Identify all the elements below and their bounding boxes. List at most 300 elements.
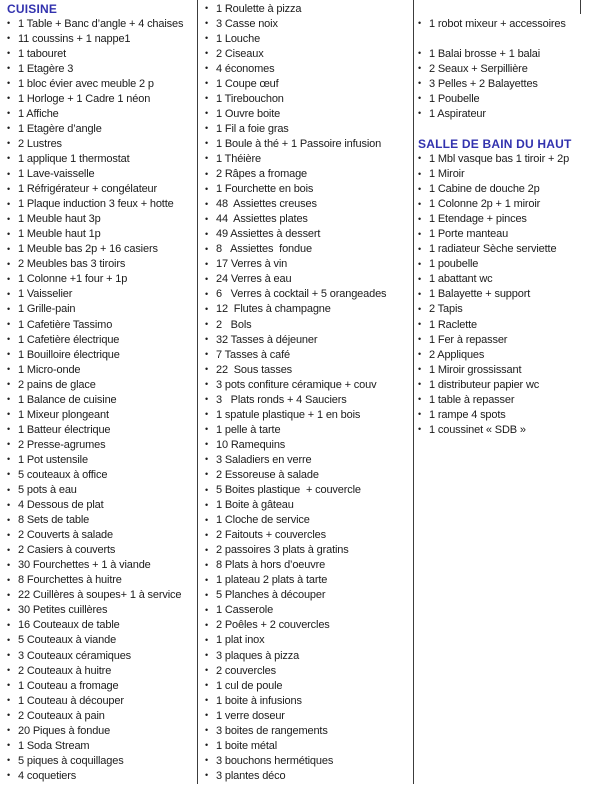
- bullet-icon: •: [205, 18, 209, 29]
- bullet-icon: •: [7, 93, 11, 104]
- bullet-icon: •: [7, 48, 11, 59]
- list-item: [205, 16, 411, 31]
- item-text: 1 Etagère d’angle: [18, 122, 102, 135]
- list-item: [205, 121, 411, 136]
- bullet-icon: •: [418, 424, 422, 435]
- list-item: [7, 543, 196, 558]
- bullet-icon: •: [205, 574, 209, 585]
- list-item: [418, 46, 588, 61]
- bullet-icon: •: [7, 514, 11, 525]
- bullet-icon: •: [418, 288, 422, 299]
- item-text: 1 rampe 4 spots: [429, 408, 506, 421]
- item-text: 5 Planches à découper: [216, 589, 326, 602]
- bullet-icon: •: [418, 108, 422, 119]
- bullet-icon: •: [205, 604, 209, 615]
- list-item: [205, 618, 411, 633]
- bullet-icon: •: [7, 529, 11, 540]
- bullet-icon: •: [205, 695, 209, 706]
- list-item: [205, 197, 411, 212]
- bullet-icon: •: [205, 755, 209, 766]
- bullet-icon: •: [205, 710, 209, 721]
- bullet-icon: •: [418, 48, 422, 59]
- list-item: [7, 768, 196, 783]
- list-item: [205, 467, 411, 482]
- item-text: 16 Couteaux de table: [18, 619, 120, 632]
- list-item: [7, 648, 196, 663]
- bullet-icon: •: [7, 755, 11, 766]
- bullet-icon: •: [205, 364, 209, 375]
- bullet-icon: •: [7, 665, 11, 676]
- inventory-column-bathroom: [418, 1, 588, 437]
- bullet-icon: •: [7, 349, 11, 360]
- list-item: [205, 106, 411, 121]
- list-item: [205, 46, 411, 61]
- item-text: 3 plantes déco: [216, 769, 286, 782]
- list-item: [7, 91, 196, 106]
- bullet-icon: •: [205, 394, 209, 405]
- bullet-icon: •: [418, 409, 422, 420]
- list-item: [7, 212, 196, 227]
- item-text: 1 Horloge + 1 Cadre 1 néon: [18, 92, 151, 105]
- bullet-icon: •: [7, 228, 11, 239]
- bullet-icon: •: [205, 349, 209, 360]
- list-item: [205, 287, 411, 302]
- bullet-icon: •: [205, 514, 209, 525]
- item-text: 1 Cafetière Tassimo: [18, 318, 113, 331]
- item-text: 1 pelle à tarte: [216, 423, 281, 436]
- item-text: 8 Sets de table: [18, 514, 90, 527]
- list-item: [418, 392, 588, 407]
- item-text: 1 bloc évier avec meuble 2 p: [18, 77, 154, 90]
- list-item: [418, 227, 588, 242]
- item-text: 2 Presse-agrumes: [18, 438, 106, 451]
- list-item: [418, 362, 588, 377]
- item-text: 1 Miroir grossissant: [429, 363, 522, 376]
- list-item: [205, 558, 411, 573]
- bullet-icon: •: [7, 198, 11, 209]
- item-text: 1 Meuble haut 1p: [18, 228, 101, 241]
- item-text: 1 Boule à thé + 1 Passoire infusion: [216, 137, 382, 150]
- item-text: 30 Fourchettes + 1 à viande: [18, 559, 151, 572]
- bullet-icon: •: [205, 680, 209, 691]
- list-item: [7, 753, 196, 768]
- item-text: 1 distributeur papier wc: [429, 378, 540, 391]
- item-text: 5 Couteaux à viande: [18, 634, 117, 647]
- bullet-icon: •: [205, 650, 209, 661]
- bullet-icon: •: [418, 303, 422, 314]
- list-item: [205, 678, 411, 693]
- list-item: [7, 61, 196, 76]
- bullet-icon: •: [205, 78, 209, 89]
- bullet-icon: •: [205, 93, 209, 104]
- item-text: 1 Miroir: [429, 168, 465, 181]
- list-item: [418, 16, 588, 31]
- bullet-icon: •: [7, 559, 11, 570]
- bullet-icon: •: [418, 273, 422, 284]
- list-item: [7, 106, 196, 121]
- bullet-icon: •: [7, 589, 11, 600]
- item-text: 1 Balai brosse + 1 balai: [429, 47, 541, 60]
- item-text: 1 Colonne +1 four + 1p: [18, 273, 128, 286]
- bullet-icon: •: [7, 123, 11, 134]
- item-text: 1 Plaque induction 3 feux + hotte: [18, 198, 174, 211]
- bullet-icon: •: [7, 243, 11, 254]
- list-item: [7, 362, 196, 377]
- list-item: [205, 182, 411, 197]
- bullet-icon: •: [205, 213, 209, 224]
- list-item: [205, 543, 411, 558]
- list-item: [7, 302, 196, 317]
- list-item: [205, 573, 411, 588]
- list-item: [205, 302, 411, 317]
- item-text: 2 Lustres: [18, 137, 62, 150]
- item-text: 1 Couteau a fromage: [18, 679, 119, 692]
- bullet-icon: •: [7, 619, 11, 630]
- list-item: [418, 182, 588, 197]
- list-item: [7, 347, 196, 362]
- item-text: 1 Boite à gâteau: [216, 499, 294, 512]
- item-text: 1 Louche: [216, 32, 261, 45]
- item-text: 1 Colonne 2p + 1 miroir: [429, 198, 541, 211]
- list-item: [205, 61, 411, 76]
- list-item: [7, 588, 196, 603]
- list-item: [205, 227, 411, 242]
- bullet-icon: •: [205, 319, 209, 329]
- item-text: 7 Tasses à café: [216, 348, 290, 361]
- item-text: 4 coquetiers: [18, 769, 77, 782]
- list-item: [205, 257, 411, 272]
- item-text: 1 Soda Stream: [18, 739, 90, 752]
- bullet-icon: •: [205, 168, 209, 179]
- bullet-icon: •: [418, 213, 422, 224]
- list-item: [205, 347, 411, 362]
- item-text: 1 applique 1 thermostat: [18, 152, 130, 165]
- bullet-icon: •: [7, 183, 11, 194]
- list-item: [418, 76, 588, 91]
- list-item: [7, 257, 196, 272]
- list-item: [205, 91, 411, 106]
- bullet-icon: •: [205, 559, 209, 570]
- bullet-icon: •: [7, 409, 11, 420]
- bullet-icon: •: [205, 138, 209, 149]
- blank-line: [418, 31, 588, 46]
- bullet-icon: •: [7, 725, 11, 736]
- item-text: 1 coussinet « SDB »: [429, 423, 526, 436]
- bullet-icon: •: [7, 439, 11, 450]
- bullet-icon: •: [205, 334, 209, 345]
- list-item: [7, 678, 196, 693]
- bullet-icon: •: [7, 710, 11, 721]
- item-text: 1 Poubelle: [429, 92, 480, 105]
- bullet-icon: •: [7, 18, 11, 29]
- item-text: 1 Cloche de service: [216, 514, 310, 527]
- bullet-icon: •: [205, 740, 209, 751]
- bullet-icon: •: [205, 770, 209, 781]
- bullet-icon: •: [205, 153, 209, 164]
- column-divider-2: [413, 0, 414, 784]
- list-item: [7, 151, 196, 166]
- list-item: [7, 633, 196, 648]
- item-text: 1 Lave-vaisselle: [18, 168, 95, 181]
- list-item: [7, 377, 196, 392]
- item-text: 1 Vaisselier: [18, 288, 73, 301]
- item-text: 1 Micro-onde: [18, 363, 81, 376]
- list-item: [205, 663, 411, 678]
- bullet-icon: •: [418, 153, 422, 164]
- list-item: [418, 61, 588, 76]
- list-item: [205, 633, 411, 648]
- item-text: 1 Tirebouchon: [216, 92, 284, 105]
- list-item: [7, 618, 196, 633]
- list-item: [7, 498, 196, 513]
- bullet-icon: •: [418, 394, 422, 405]
- bullet-icon: •: [7, 33, 11, 44]
- item-text: 1 Cabine de douche 2p: [429, 183, 540, 196]
- bullet-icon: •: [7, 334, 11, 345]
- list-item: [7, 182, 196, 197]
- list-item: [7, 437, 196, 452]
- list-item: [418, 377, 588, 392]
- list-item: [7, 693, 196, 708]
- list-item: [205, 317, 411, 332]
- bullet-icon: •: [7, 273, 11, 284]
- list-item: [205, 362, 411, 377]
- list-item: [205, 1, 411, 16]
- list-item: [205, 437, 411, 452]
- item-text: 1 Théière: [216, 152, 261, 165]
- bullet-icon: •: [205, 424, 209, 435]
- list-item: [205, 603, 411, 618]
- bullet-icon: •: [7, 484, 11, 495]
- list-item: [418, 332, 588, 347]
- bullet-icon: •: [7, 394, 11, 405]
- bullet-icon: •: [205, 665, 209, 676]
- item-text: 1 boite métal: [216, 739, 278, 752]
- list-item: [7, 31, 196, 46]
- item-text: 1 Meuble haut 3p: [18, 213, 101, 226]
- list-item: [205, 377, 411, 392]
- item-text: 17 Verres à vin: [216, 258, 288, 271]
- bullet-icon: •: [7, 364, 11, 375]
- item-text: 1 Réfrigérateur + congélateur: [18, 183, 158, 196]
- bullet-icon: •: [7, 168, 11, 179]
- item-text: 1 Balance de cuisine: [18, 393, 117, 406]
- bullet-icon: •: [7, 288, 11, 299]
- item-text: 1 abattant wc: [429, 273, 493, 286]
- item-text: 30 Petites cuillères: [18, 604, 108, 617]
- bullet-icon: •: [7, 319, 11, 329]
- item-text: 1 Table + Banc d’angle + 4 chaises: [18, 17, 184, 30]
- item-text: 5 piques à coquillages: [18, 754, 124, 767]
- list-item: [205, 242, 411, 257]
- item-text: 1 boite à infusions: [216, 694, 302, 707]
- bullet-icon: •: [205, 288, 209, 299]
- inventory-column-kitchen: [7, 1, 196, 783]
- bullet-icon: •: [7, 78, 11, 89]
- item-text: 22 Sous tasses: [216, 363, 293, 376]
- list-item: [205, 422, 411, 437]
- item-text: 48 Assiettes creuses: [216, 198, 317, 211]
- item-text: 1 Pot ustensile: [18, 453, 88, 466]
- list-item: [205, 693, 411, 708]
- list-item: [418, 407, 588, 422]
- item-text: 2 Meubles bas 3 tiroirs: [18, 258, 126, 271]
- bullet-icon: •: [205, 379, 209, 390]
- list-item: [205, 31, 411, 46]
- inventory-column-kitchen-continued: [205, 1, 411, 783]
- list-item: [418, 257, 588, 272]
- bullet-icon: •: [205, 454, 209, 465]
- bullet-icon: •: [205, 243, 209, 254]
- list-item: [7, 227, 196, 242]
- item-text: 11 coussins + 1 nappe1: [18, 32, 131, 45]
- item-text: 1 Couteau à découper: [18, 694, 124, 707]
- bullet-icon: •: [205, 634, 209, 645]
- bullet-icon: •: [205, 619, 209, 630]
- item-text: 3 pots confiture céramique + couv: [216, 378, 377, 391]
- bullet-icon: •: [418, 334, 422, 345]
- bullet-icon: •: [205, 183, 209, 194]
- list-item: [205, 332, 411, 347]
- bullet-icon: •: [418, 364, 422, 375]
- list-item: [7, 317, 196, 332]
- item-text: 1 Mixeur plongeant: [18, 408, 109, 421]
- bullet-icon: •: [7, 574, 11, 585]
- bullet-icon: •: [205, 123, 209, 134]
- blank-line: [418, 1, 588, 16]
- list-item: [205, 272, 411, 287]
- item-text: 1 Coupe œuf: [216, 77, 279, 90]
- bullet-icon: •: [7, 770, 11, 781]
- list-item: [205, 167, 411, 182]
- bullet-icon: •: [418, 379, 422, 390]
- list-item: [418, 317, 588, 332]
- item-text: 2 couvercles: [216, 664, 276, 677]
- bullet-icon: •: [205, 273, 209, 284]
- item-text: 49 Assiettes à dessert: [216, 228, 321, 241]
- section-header: SALLE DE BAIN DU HAUT: [418, 136, 572, 151]
- list-item: [205, 648, 411, 663]
- item-text: 2 Couteaux à pain: [18, 709, 105, 722]
- item-text: 12 Flutes à champagne: [216, 303, 331, 316]
- bullet-icon: •: [7, 153, 11, 164]
- item-text: 1 tabouret: [18, 47, 67, 60]
- item-text: 4 économes: [216, 62, 275, 75]
- list-item: [205, 76, 411, 91]
- list-item: [418, 347, 588, 362]
- bullet-icon: •: [205, 544, 209, 555]
- list-item: [205, 407, 411, 422]
- bullet-icon: •: [205, 63, 209, 74]
- bullet-icon: •: [7, 454, 11, 465]
- bullet-icon: •: [418, 63, 422, 74]
- bullet-icon: •: [205, 3, 209, 14]
- item-text: 44 Assiettes plates: [216, 213, 308, 226]
- item-text: 8 Assiettes fondue: [216, 243, 312, 256]
- list-item: [7, 392, 196, 407]
- list-item: [7, 528, 196, 543]
- bullet-icon: •: [7, 303, 11, 314]
- item-text: 32 Tasses à déjeuner: [216, 333, 318, 346]
- item-text: 1 Cafetière électrique: [18, 333, 120, 346]
- list-item: [205, 708, 411, 723]
- list-item: [7, 422, 196, 437]
- bullet-icon: •: [205, 409, 209, 420]
- bullet-icon: •: [418, 183, 422, 194]
- item-text: 2 Couverts à salade: [18, 529, 113, 542]
- bullet-icon: •: [418, 18, 422, 29]
- bullet-icon: •: [7, 424, 11, 435]
- bullet-icon: •: [205, 725, 209, 736]
- bullet-icon: •: [7, 544, 11, 555]
- item-text: 2 Essoreuse à salade: [216, 468, 319, 481]
- item-text: 2 Bols: [216, 318, 252, 331]
- item-text: 20 Piques à fondue: [18, 724, 111, 737]
- item-text: 2 Faitouts + couvercles: [216, 529, 326, 542]
- blank-line: [418, 121, 588, 136]
- list-item: [7, 513, 196, 528]
- list-item: [7, 287, 196, 302]
- item-text: 1 table à repasser: [429, 393, 515, 406]
- list-item: [7, 708, 196, 723]
- list-item: [7, 483, 196, 498]
- item-text: 2 pains de glace: [18, 378, 96, 391]
- bullet-icon: •: [7, 650, 11, 661]
- item-text: 24 Verres à eau: [216, 273, 292, 286]
- item-text: 2 Tapis: [429, 303, 463, 316]
- item-text: 1 Fil a foie gras: [216, 122, 289, 135]
- bullet-icon: •: [205, 258, 209, 269]
- item-text: 1 Mbl vasque bas 1 tiroir + 2p: [429, 152, 570, 165]
- list-item: [205, 136, 411, 151]
- bullet-icon: •: [7, 499, 11, 510]
- item-text: 1 Balayette + support: [429, 288, 531, 301]
- list-item: [7, 738, 196, 753]
- list-item: [205, 498, 411, 513]
- list-item: [7, 167, 196, 182]
- list-item: [205, 528, 411, 543]
- item-text: 1 verre doseur: [216, 709, 285, 722]
- bullet-icon: •: [205, 439, 209, 450]
- bullet-icon: •: [7, 680, 11, 691]
- item-text: 3 Pelles + 2 Balayettes: [429, 77, 538, 90]
- item-text: 1 Casserole: [216, 604, 274, 617]
- list-item: [205, 151, 411, 166]
- bullet-icon: •: [7, 138, 11, 149]
- list-item: [205, 452, 411, 467]
- bullet-icon: •: [7, 108, 11, 119]
- item-text: 1 Etagère 3: [18, 62, 74, 75]
- list-item: [7, 332, 196, 347]
- item-text: 10 Ramequins: [216, 438, 286, 451]
- list-item: [418, 106, 588, 121]
- item-text: 2 Casiers à couverts: [18, 544, 116, 557]
- list-item: [7, 197, 196, 212]
- list-item: [7, 573, 196, 588]
- bullet-icon: •: [7, 379, 11, 390]
- bullet-icon: •: [7, 258, 11, 269]
- list-item: [418, 167, 588, 182]
- list-item: [418, 302, 588, 317]
- item-text: 5 pots à eau: [18, 484, 77, 497]
- item-text: 8 Plats à hors d’oeuvre: [216, 559, 326, 572]
- item-text: 3 Plats ronds + 4 Sauciers: [216, 393, 347, 406]
- list-item: [7, 603, 196, 618]
- bullet-icon: •: [418, 198, 422, 209]
- item-text: 1 Fourchette en bois: [216, 183, 314, 196]
- list-item: [205, 588, 411, 603]
- list-item: [7, 46, 196, 61]
